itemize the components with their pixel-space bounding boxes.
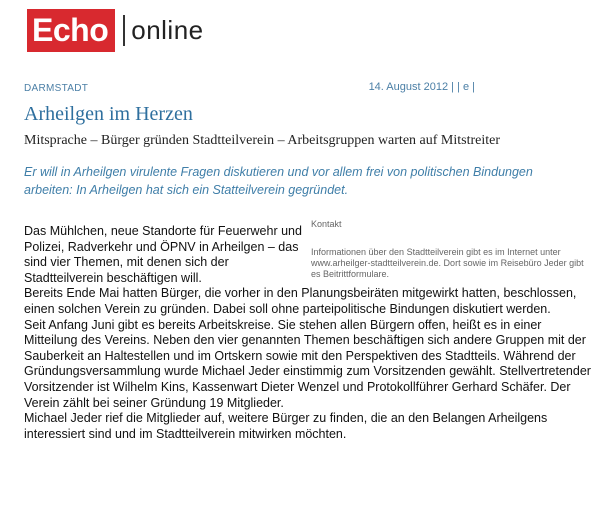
contact-box-text: Informationen über den Stadtteilverein gibt es im Internet unter www.arheilger-stadtteilverein.de. Dort sowie im Reisebüro Jeder gibt es Beitrittformulare.: [311, 247, 584, 279]
section-label: DARMSTADT: [24, 83, 89, 94]
body-paragraph: Seit Anfang Juni gibt es bereits Arbeitskreise. Sie stehen allen Bürgern offen, heißt es in einer Mitteilung des Vereins. Neben den vier genannten Themen beschäftigen sich andere Gruppen mit der Sauberkeit an Haltestellen und im Ortskern sowie mit den Perspektiven des Stadtteils. Während der Gründungsversammlung wurde Michael Jeder einstimmig zum Vorsitzenden gewählt. Stellvertretender Vorsitzender ist Wilhelm Kins, Kassenwart Dieter Wenzel und Protokollführer Gerhard Schäfer. Der Verein zählt bei seiner Gründung 19 Mitglieder.: [24, 317, 591, 410]
body-paragraph: Das Mühlchen, neue Standorte für Feuerwehr und Polizei, Radverkehr und ÖPNV in Arheilgen – das sind vier Themen, mit denen sich der Stadtteilverein beschäftigen will.: [24, 224, 302, 285]
article-body: [24, 224, 596, 442]
date-meta: 14. August 2012 | | e |: [368, 81, 475, 93]
article-headline: Arheilgen im Herzen: [24, 103, 193, 125]
article-subheadline: Mitsprache – Bürger gründen Stadtteilverein – Arbeitsgruppen warten auf Mitstreiter: [24, 133, 500, 148]
body-paragraph: Bereits Ende Mai hatten Bürger, die vorher in den Planungsbeiräten mitgewirkt hatten, beschlossen, einen solchen Verein zu gründen. Dabei soll ohne parteipolitische Bindungen diskutiert werden.: [24, 286, 577, 316]
logo-divider: [123, 15, 125, 46]
body-paragraph: Michael Jeder rief die Mitglieder auf, weitere Bürger zu finden, die an den Belangen Arheilgens interessiert sind und im Stadtteilverein mitwirken möchten.: [24, 411, 548, 441]
article-lead: Er will in Arheilgen virulente Fragen diskutieren und vor allem frei von politischen Bindungen arbeiten: In Arheilgen hat sich ein Statteilverein gegründet.: [24, 165, 533, 197]
article-meta: [24, 81, 475, 97]
echo-online-logo: [27, 9, 204, 52]
logo-suffix: online: [131, 15, 204, 45]
logo-brand: Echo: [27, 9, 115, 52]
contact-box-title: Kontakt: [311, 219, 342, 229]
contact-box-spacer: [304, 224, 596, 285]
